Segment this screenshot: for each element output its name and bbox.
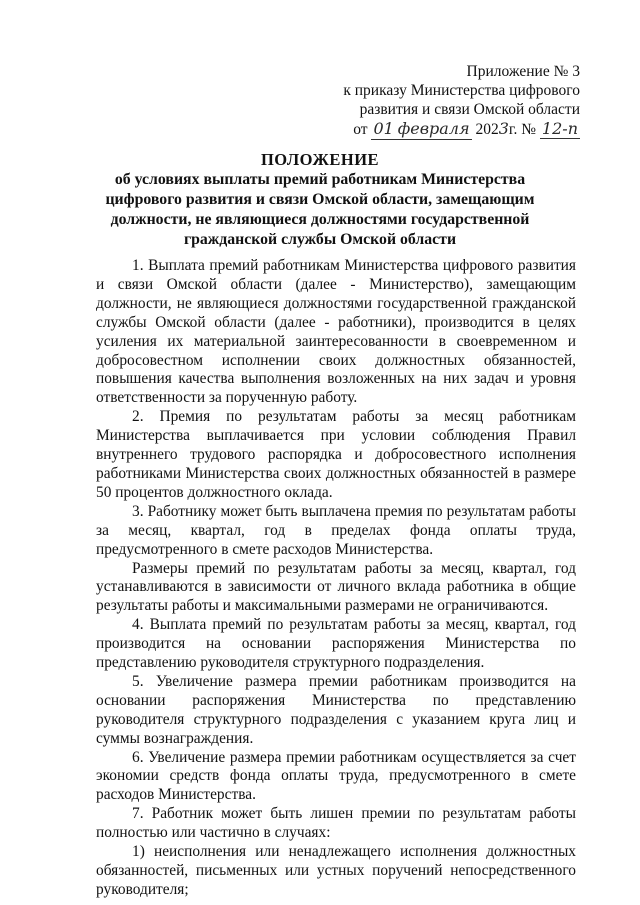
appendix-ministry: развития и связи Омской области (359, 101, 580, 118)
title-heading: ПОЛОЖЕНИЕ (260, 150, 380, 169)
paragraph-7: 7. Работник может быть лишен премии по результатам работы полностью или частично в случаях: (96, 805, 576, 842)
year-end: г. № (508, 121, 537, 138)
order-number: 12-п (541, 119, 578, 138)
year-suffix: 3 (498, 119, 509, 138)
paragraph-3-cont: Размеры премий по результатам работы за месяц, квартал, год устанавливаются в зависимости от личного вклада работника в общие результаты работы и максимальными размерами не ограничиваются. (96, 559, 576, 615)
appendix-date-line (320, 119, 580, 140)
appendix-order-ref: к приказу Министерства цифрового (343, 82, 580, 99)
title-subtitle-line: цифрового развития и связи Омской области, замещающим (105, 191, 535, 208)
appendix-header (320, 62, 580, 140)
title-subtitle-line: должности, не являющиеся должностями государственной (110, 211, 530, 228)
title-subtitle-line: об условиях выплаты премий работникам Министерства (114, 171, 526, 188)
paragraph-4: 4. Выплата премий по результатам работы за месяц, квартал, год производится на основании распоряжения Министерства по представлению руководителя структурного подразделения. (96, 616, 576, 672)
paragraph-6: 6. Увеличение размера премии работникам осуществляется за счет экономии средств фонда оплаты труда, предусмотренного в смете расходов Министерства. (96, 748, 576, 804)
paragraph-1: 1. Выплата премий работникам Министерства цифрового развития и связи Омской области (далее - Министерство), замещающим должности, не являющиеся должностями государственной гражданской службы Омской области (далее - работники), производится в целях усиления их материальной заинтересованности в своевременном и добросовестном исполнении своих должностных обязанностей, повышения качества выполнения возложенных на них задач и уровня ответственности за порученную работу. (96, 257, 576, 407)
document-title (100, 150, 540, 250)
appendix-number: Приложение № 3 (466, 63, 580, 80)
document-body (96, 257, 576, 900)
paragraph-5: 5. Увеличение размера премии работникам производится на основании распоряжения Министерства по представлению руководителя структурного подразделения с указанием круга лиц и суммы вознаграждения. (96, 672, 576, 747)
title-subtitle-line: гражданской службы Омской области (183, 231, 457, 248)
date-day: 01 (373, 119, 394, 138)
from-label: от (353, 121, 368, 138)
paragraph-7-item-1: 1) неисполнения или ненадлежащего исполнения должностных обязанностей, письменных или устных поручений непосредственного руководителя; (96, 843, 576, 898)
date-month: февраля (397, 119, 470, 138)
paragraph-2: 2. Премия по результатам работы за месяц работникам Министерства выплачивается при условии соблюдения Правил внутреннего трудового распорядка и добросовестного исполнения работниками Министерства своих должностных обязанностей в размере 50 процентов должностного оклада. (96, 408, 576, 501)
year-prefix: 202 (475, 121, 499, 138)
paragraph-3: 3. Работнику может быть выплачена премия по результатам работы за месяц, квартал, год в пределах фонда оплаты труда, предусмотренного в смете расходов Министерства. (96, 502, 576, 558)
date-field (371, 119, 471, 140)
